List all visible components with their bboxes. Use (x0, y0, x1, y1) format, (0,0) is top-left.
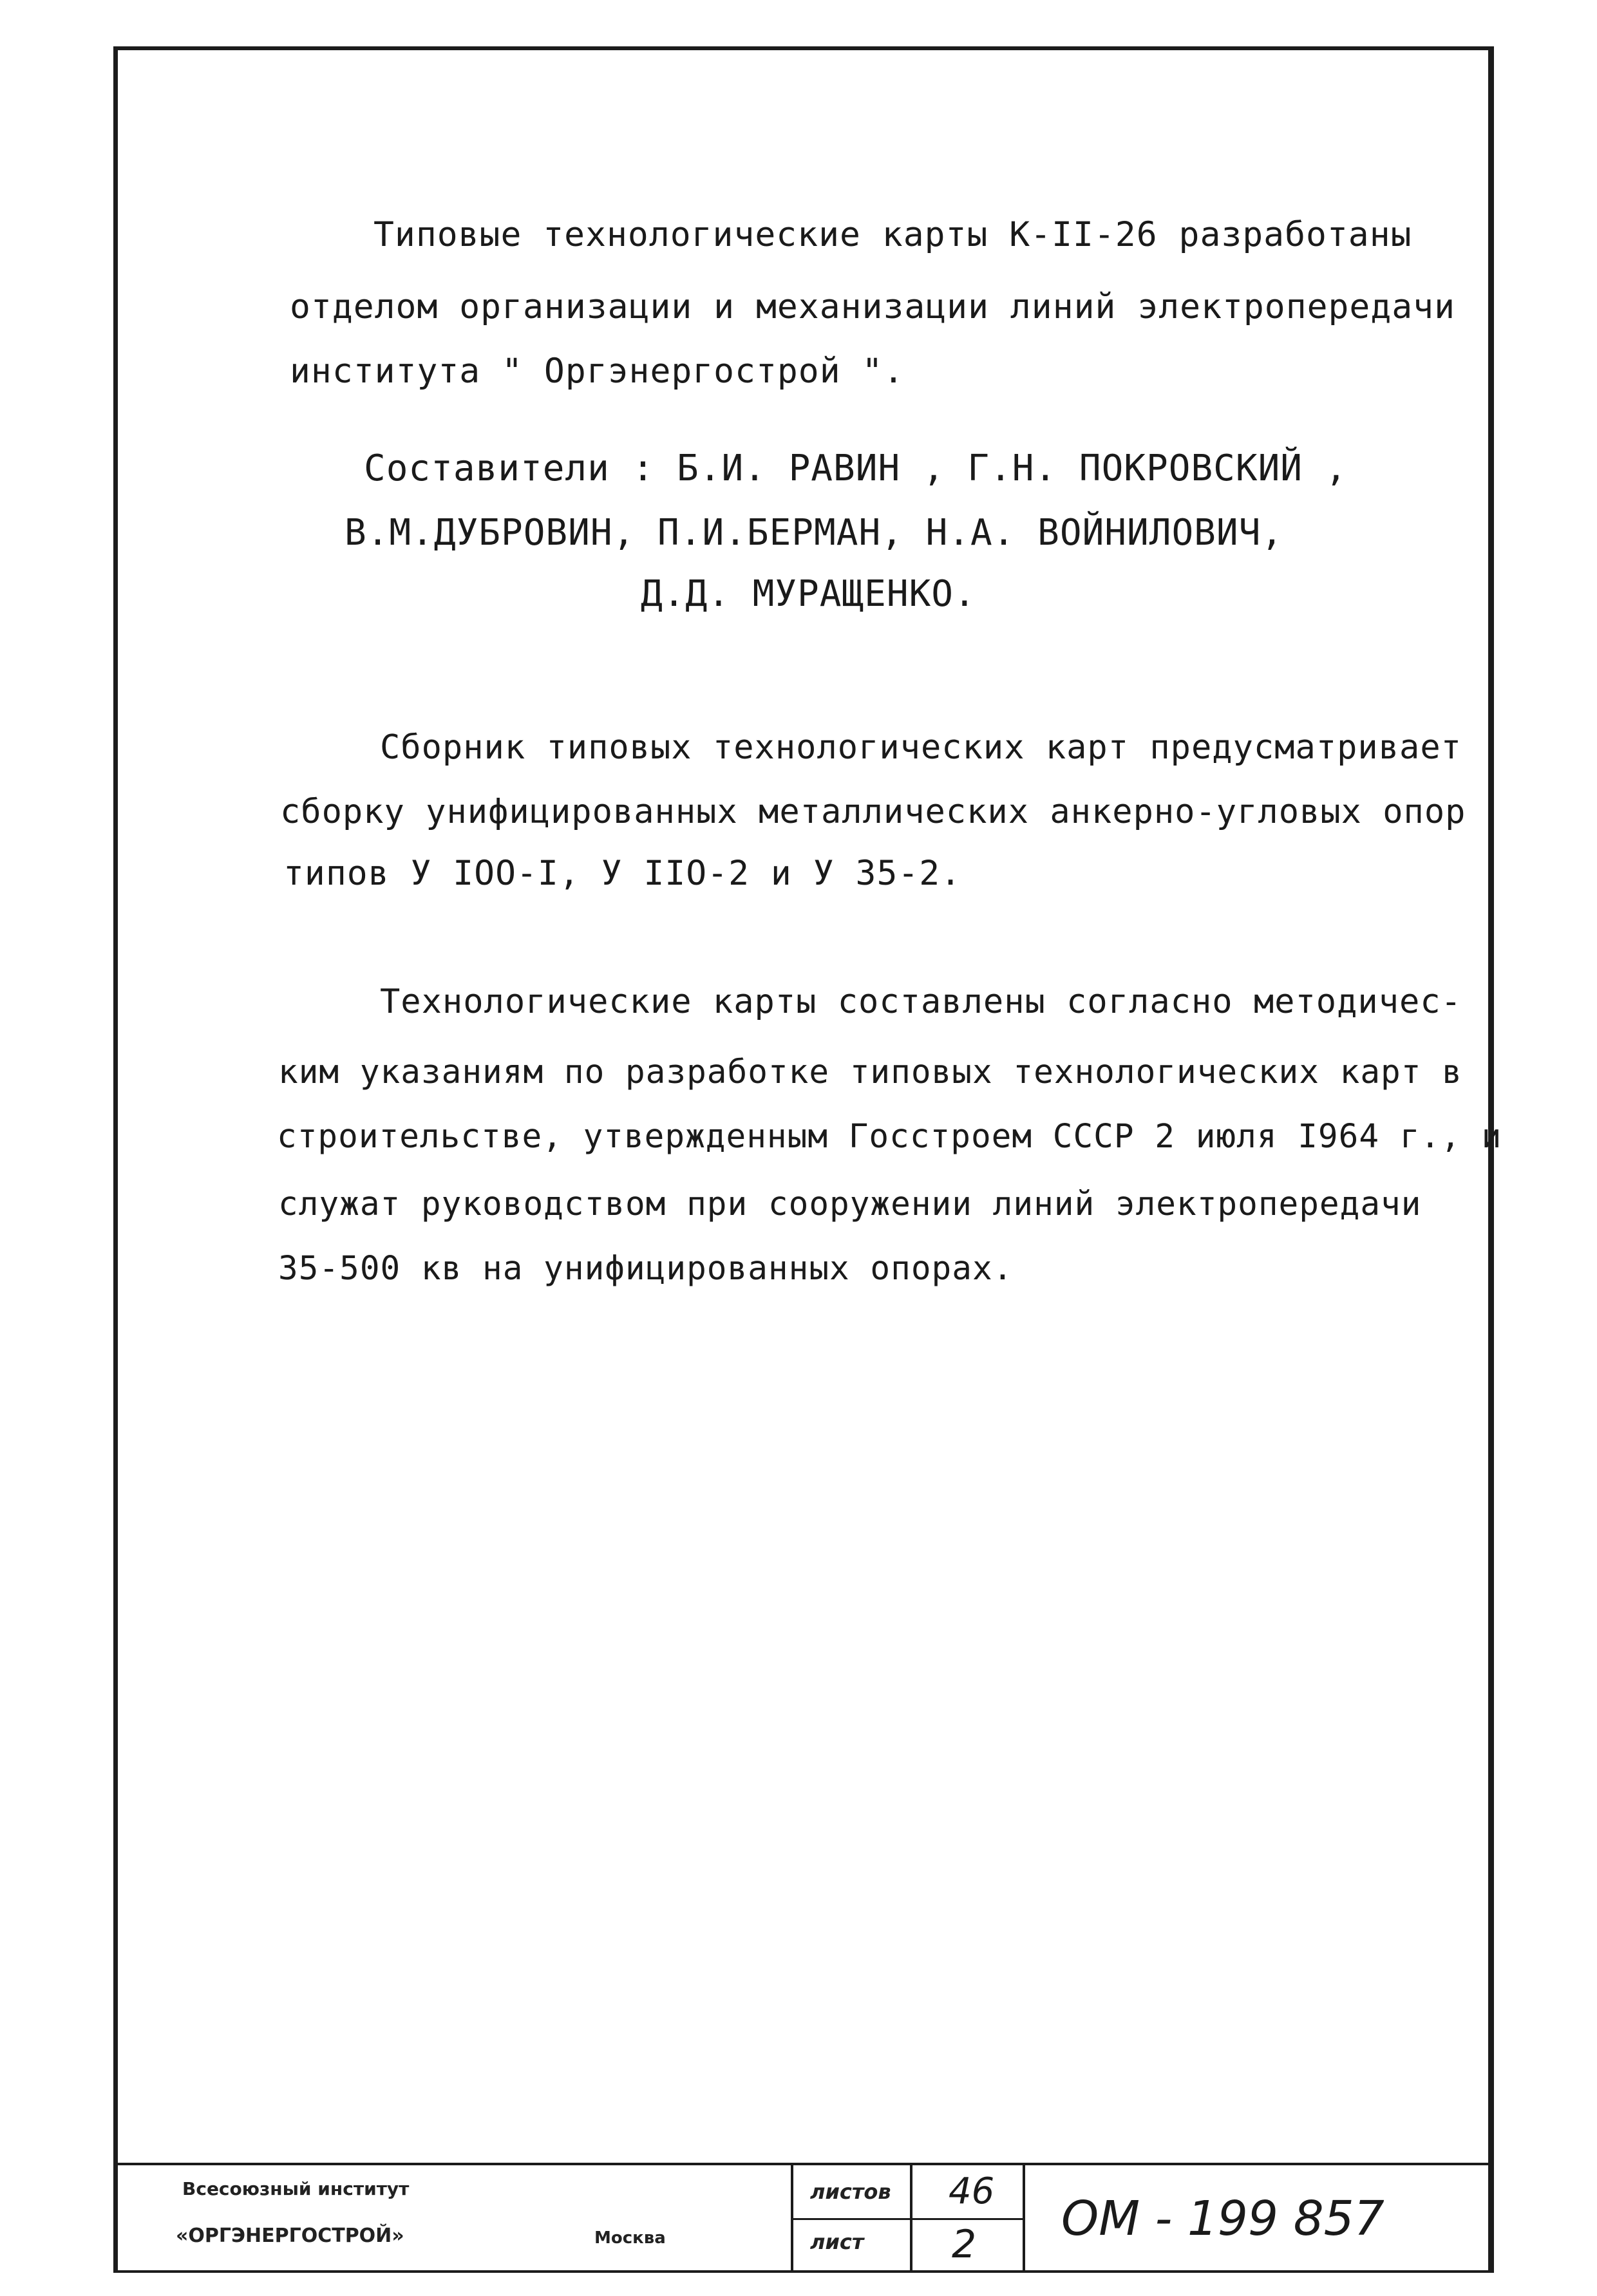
guidelines-line-4: служат руководством при сооружении линий электропередачи (278, 1185, 1422, 1223)
guidelines-line-2: ким указаниям по разработке типовых технологических карт в (278, 1053, 1462, 1091)
intro-line-2: отделом организации и механизации линий электропередачи (290, 287, 1455, 326)
guidelines-line-1: Технологические карты составлены согласно методичес- (380, 983, 1462, 1021)
collection-line-3: типов У IOO-I, У IIO-2 и У 35-2. (283, 854, 962, 893)
title-block (118, 2163, 1488, 2271)
sheet-number-value: 2 (952, 2222, 977, 2267)
intro-line-1: Типовые технологические карты К-II-26 разработаны (373, 215, 1412, 254)
authors-line-1: Составители : Б.И. РАВИН , Г.Н. ПОКРОВСКИЙ , (364, 447, 1348, 489)
authors-line-2: В.М.ДУБРОВИН, П.И.БЕРМАН, Н.А. ВОЙНИЛОВИЧ, (345, 512, 1284, 554)
intro-line-3: института " Оргэнергострой ". (290, 352, 905, 391)
sheets-count-value: 46 (949, 2170, 995, 2212)
authors-line-3: Д.Д. МУРАЩЕНКО. (641, 573, 976, 615)
collection-line-2: сборку унифицированных металлических анкерно-угловых опор (280, 793, 1466, 831)
sheets-count-label: листов (810, 2179, 891, 2204)
institute-acronym: «ОРГЭНЕРГОСТРОЙ» (176, 2225, 404, 2247)
sheet-number-label: лист (810, 2230, 864, 2254)
guidelines-line-3: строительстве, утвержденным Госстроем СССР 2 июля I964 г., и (277, 1118, 1502, 1156)
institute-name: Всесоюзный институт (182, 2178, 410, 2199)
document-number: ОМ - 199 857 (1061, 2191, 1384, 2246)
city-label: Москва (594, 2228, 666, 2248)
guidelines-line-5: 35-500 кв на унифицированных опорах. (278, 1250, 1014, 1288)
collection-line-1: Сборник типовых технологических карт предусматривает (380, 728, 1462, 767)
title-block-row-divider (791, 2218, 1025, 2220)
